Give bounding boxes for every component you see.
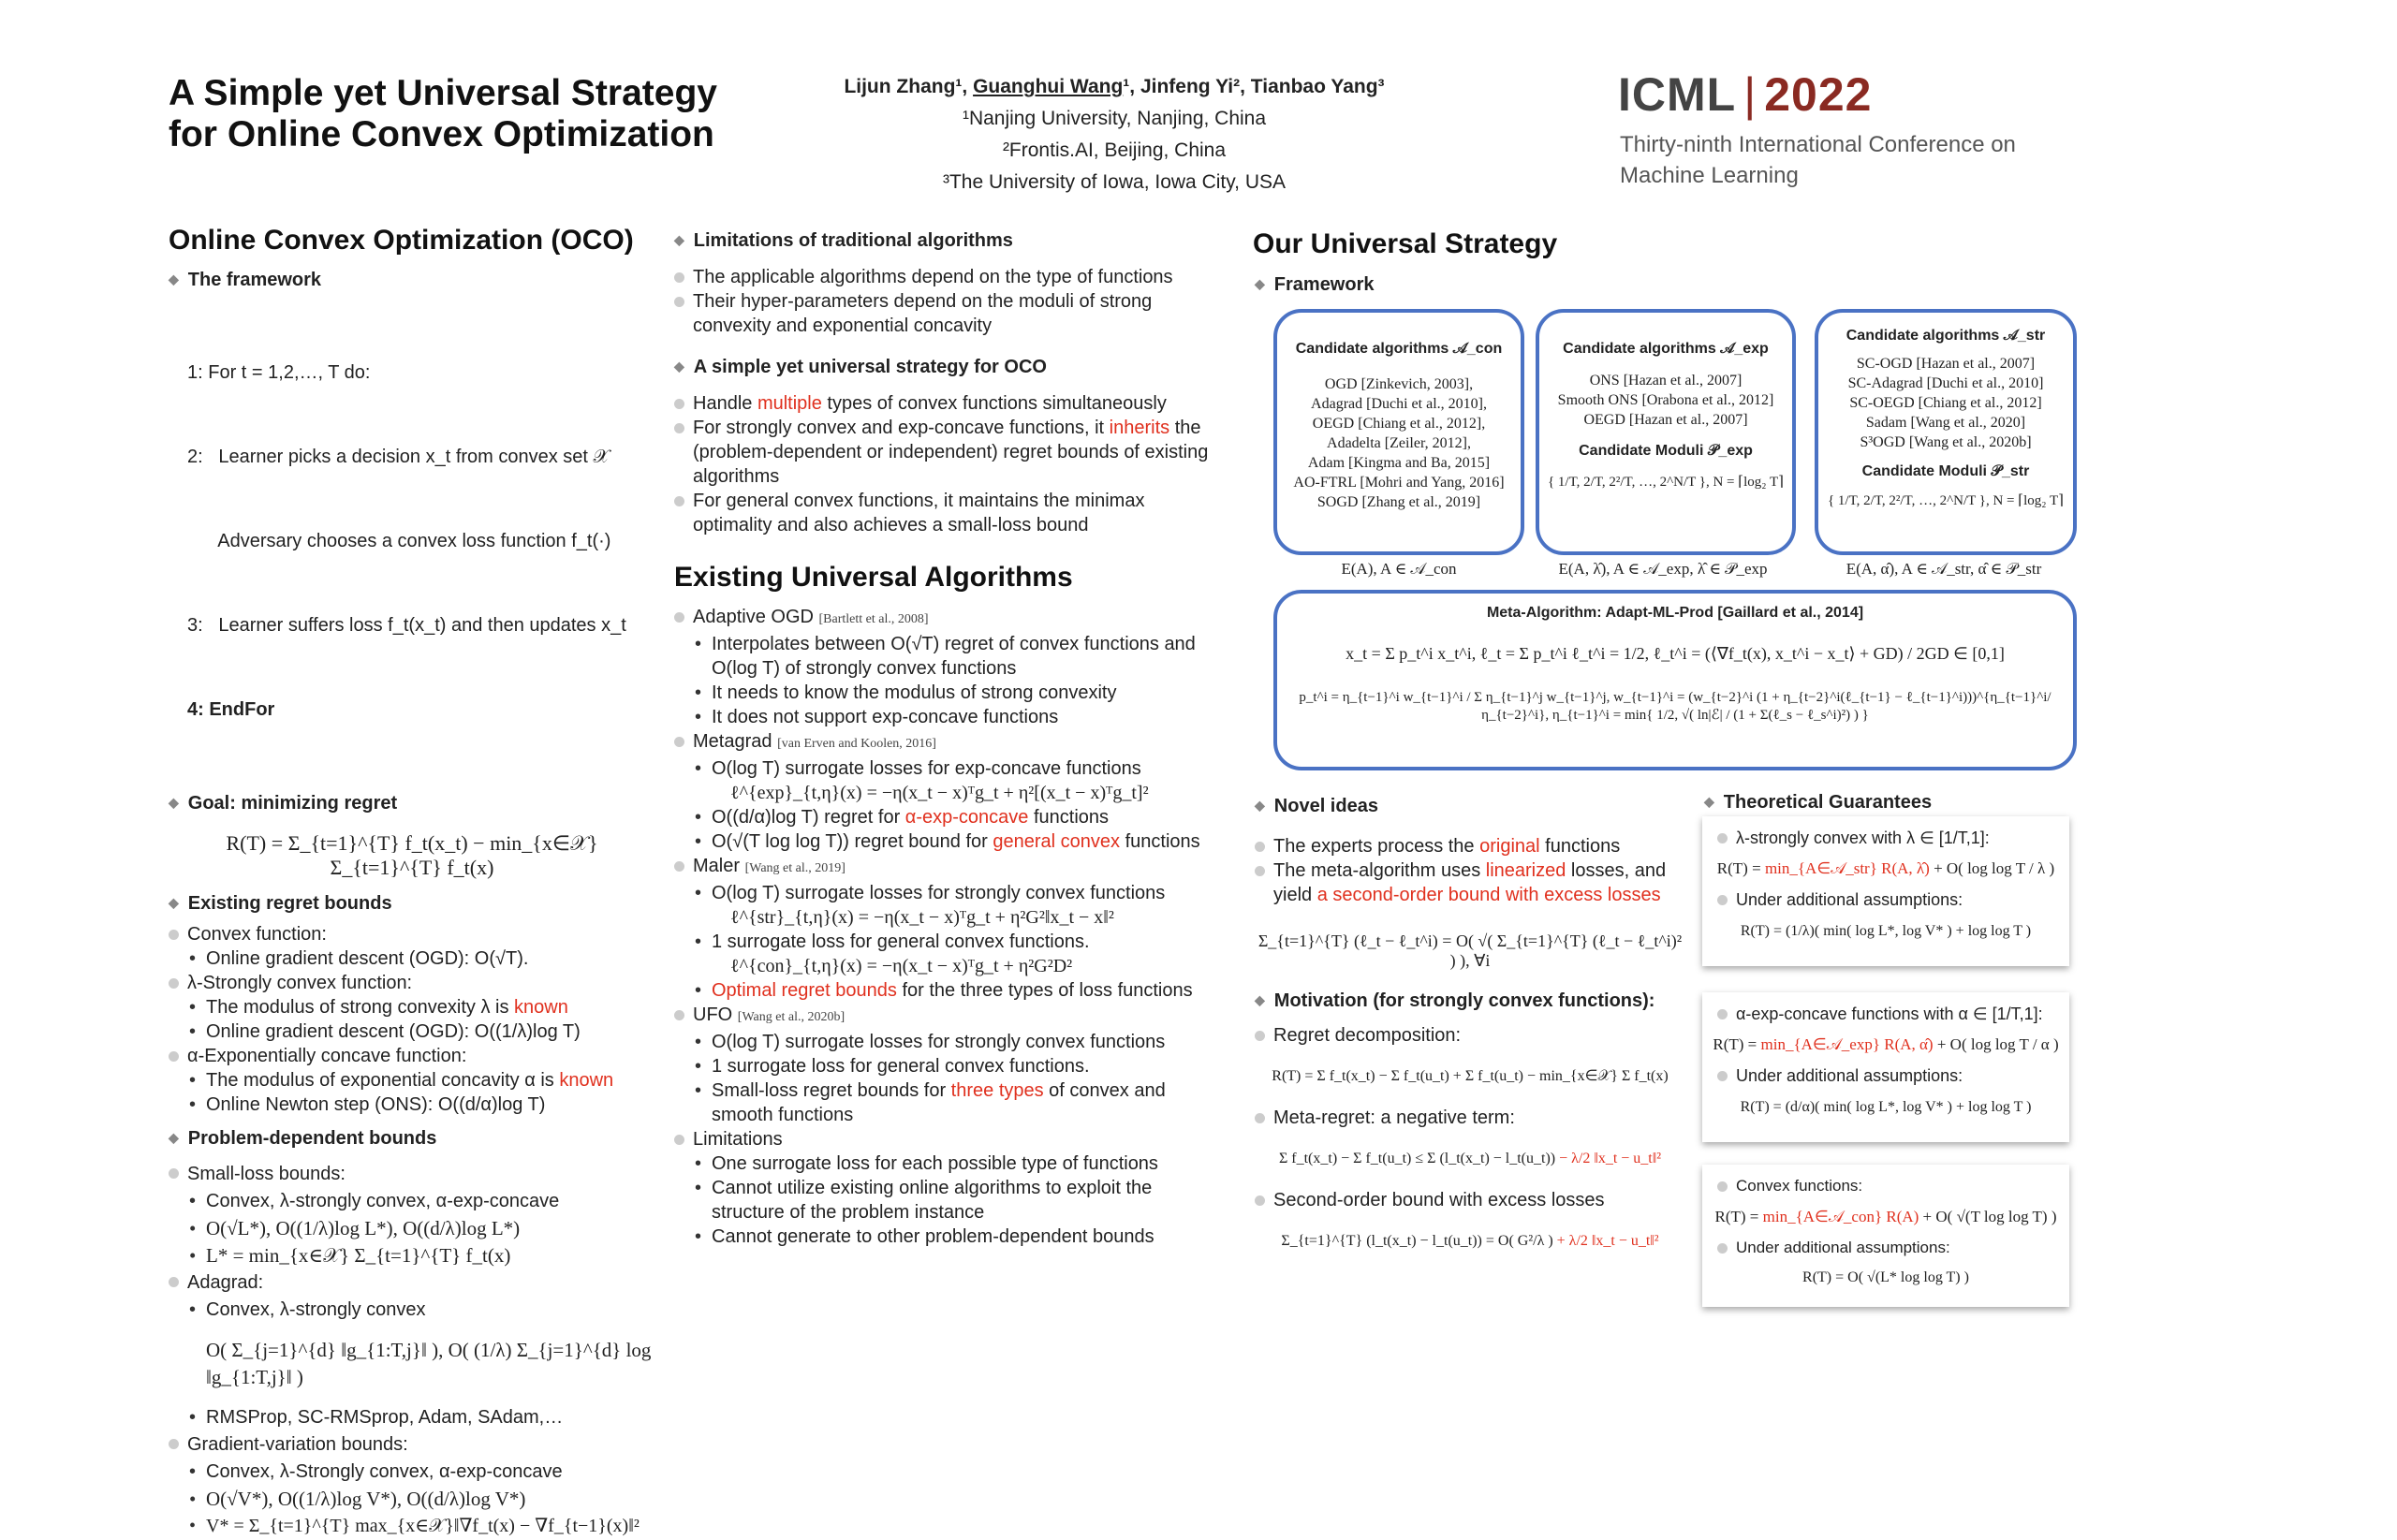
list-item: • One surrogate loss for each possible type of functions <box>693 1151 1227 1176</box>
list-item: Adagrad: <box>169 1269 655 1297</box>
moduli-title: Candidate Moduli 𝒫_exp <box>1579 443 1753 459</box>
limitations-title: ◆ Limitations of traditional algorithms <box>674 230 1227 252</box>
framework-title: ◆ The framework <box>169 270 655 291</box>
column-oco <box>169 225 655 1540</box>
theory-formula-1: R(T) = min_{A∈𝒜_str} R(A, λ̂) + O( log log T / λ ) <box>1716 859 2055 877</box>
meta-formula-1: x_t = Σ p_t^i x_t^i, ℓ_t = Σ p_t^i ℓ_t^i = 1/2, ℓ_t^i = (⟨∇f_t(x), x_t^i − x_t⟩ + GD) / 2GD ∈ [0,1] <box>1346 644 2005 663</box>
list-item: • Cannot utilize existing online algorithms to exploit the structure of the problem instance <box>693 1176 1227 1225</box>
theory-title: ◆ Theoretical Guarantees <box>1704 792 1932 814</box>
list-item: Maler [Wang et al., 2019] <box>674 854 1227 881</box>
list-item: • Interpolates between O(√T) regret of convex functions and O(log T) of strongly convex functions <box>693 632 1227 681</box>
list-item: Gradient-variation bounds: <box>169 1431 655 1459</box>
list-item: • RMSProp, SC-RMSprop, Adam, SAdam,… <box>187 1404 655 1431</box>
list-item: • Online gradient descent (OGD): O(√T). <box>187 946 655 971</box>
list-item: • Small-loss regret bounds for three types of convex and smooth functions <box>693 1078 1227 1127</box>
novel-ideas-title: ◆ Novel ideas <box>1255 796 1685 817</box>
expert-label-str: E(A, α̂), A ∈ 𝒜_str, α̂ ∈ 𝒫_str <box>1846 560 2042 578</box>
theory-sub: Under additional assumptions: <box>1717 887 2069 912</box>
theory-sub: Under additional assumptions: <box>1717 1236 2069 1260</box>
list-item: • O(√L*), O((1/λ)log L*), O((d/λ)log L*) <box>187 1215 655 1242</box>
list-item: • The modulus of exponential concavity α is known <box>187 1068 655 1093</box>
list-item: • 1 surrogate loss for general convex functions. <box>693 1054 1227 1078</box>
paper-title <box>169 73 717 155</box>
list-item: The experts process the original functions <box>1255 834 1685 858</box>
adagrad-formula: O( Σ_{j=1}^{d} ‖g_{1:T,j}‖ ), O( (1/λ) Σ_{j=1}^{d} log ‖g_{1:T,j}‖ ) <box>206 1339 652 1388</box>
list-item: Regret decomposition: <box>1255 1023 1685 1048</box>
expert-label-exp: E(A, λ̂), A ∈ 𝒜_exp, λ̂ ∈ 𝒫_exp <box>1558 560 1768 578</box>
list-item: • It needs to know the modulus of strong convexity <box>693 681 1227 705</box>
theory-strongly-convex <box>1702 816 2069 966</box>
meta-regret-formula: Σ f_t(x_t) − Σ f_t(u_t) ≤ Σ (l_t(x_t) − l_t(u_t)) − λ/2 ‖x_t − u_t‖² <box>1278 1151 1662 1166</box>
goal-title: ◆ Goal: minimizing regret <box>169 793 655 814</box>
simple-strategy-title: ◆ A simple yet universal strategy for OCO <box>674 357 1227 378</box>
second-order-formula: Σ_{t=1}^{T} (ℓ_t − ℓ_t^i) = O( √( Σ_{t=1}^{T} (ℓ_t − ℓ_t^i)² ) ), ∀i <box>1257 931 1683 970</box>
expert-label-convex: E(A), A ∈ 𝒜_con <box>1341 560 1457 578</box>
conference-name: Thirty-ninth International Conference on Machine Learning <box>1620 132 2016 188</box>
simple-strategy-list <box>674 391 1227 537</box>
excess-loss-formula: Σ_{t=1}^{T} (l_t(x_t) − l_t(u_t)) = O( G²/λ ) + λ/2 ‖x_t − u_t‖² <box>1281 1233 1659 1249</box>
candidate-list: ONS [Hazan et al., 2007] Smooth ONS [Orabona et al., 2012] OEGD [Hazan et al., 2007] <box>1557 373 1774 428</box>
list-item: α-Exponentially concave function: <box>169 1044 655 1068</box>
list-item: • O(√(T log log T)) regret bound for general convex functions <box>693 829 1227 854</box>
list-item: Meta-regret: a negative term: <box>1255 1106 1685 1130</box>
list-item: UFO [Wang et al., 2020b] <box>674 1003 1227 1030</box>
list-item: Adaptive OGD [Bartlett et al., 2008] <box>674 605 1227 632</box>
novel-ideas-block <box>1255 796 1685 971</box>
list-item: • Optimal regret bounds for the three types of loss functions <box>693 978 1227 1003</box>
existing-bounds-list <box>169 922 655 1117</box>
motivation-list <box>1255 1023 1685 1254</box>
list-item: • Convex, λ-strongly convex <box>187 1297 655 1324</box>
candidate-box-exp <box>1536 309 1796 555</box>
candidate-box-str <box>1815 309 2077 555</box>
candidate-list: OGD [Zinkevich, 2003], Adagrad [Duchi et al., 2010], OEGD [Chiang et al., 2012], Adadelta [Zeiler, 2012], Adam [Kingma and Ba, 2015] AO-FTRL [Mohri and Yang, 2016] SOGD [Zhang et al., 2019] <box>1293 376 1505 510</box>
list-item: • Online Newton step (ONS): O((d/α)log T) <box>187 1093 655 1117</box>
list-item: • Convex, λ-strongly convex, α-exp-concave <box>187 1188 655 1215</box>
conference-logo: ICML | 2022 <box>1618 68 1873 121</box>
affiliation-3: ³The University of Iowa, Iowa City, USA <box>942 171 1287 193</box>
column-existing <box>674 230 1227 1249</box>
list-item: Handle multiple types of convex functions simultaneously <box>674 391 1227 416</box>
theory-formula-1: R(T) = min_{A∈𝒜_exp} R(A, α̂) + O( log log T / α ) <box>1713 1035 2059 1053</box>
existing-algorithms-list <box>674 605 1227 1249</box>
problem-dependent-list <box>169 1161 655 1540</box>
candidate-title: Candidate algorithms 𝒜_str <box>1846 328 2046 344</box>
maler-con-formula: ℓ^{con}_{t,η}(x) = −η(x_t − x)ᵀg_t + η²G²D² <box>730 956 1073 976</box>
list-item: • The modulus of strong convexity λ is known <box>187 995 655 1019</box>
meta-formula-2: p_t^i = η_{t−1}^i w_{t−1}^i / Σ η_{t−1}^j w_{t−1}^j, w_{t−1}^i = (w_{t−2}^i (1 + η_{t−2}^i(ℓ_{t−1} − ℓ_{t−1}^i)))^{η_{t−1}^i/η_{t−2}^i}, η_{t−1}^i = min{ 1/2, √( ln|ℰ| / (1 + Σ(ℓ_s − ℓ_s^i)²) ) } <box>1299 690 2051 723</box>
list-item: Second-order bound with excess losses <box>1255 1188 1685 1212</box>
section-heading-existing: Existing Universal Algorithms <box>674 562 1073 593</box>
list-item: For strongly convex and exp-concave functions, it inherits the (problem-dependent or independent) regret bounds of existing algorithms <box>674 416 1227 489</box>
problem-dependent-title: ◆ Problem-dependent bounds <box>169 1128 655 1150</box>
title-line-1: A Simple yet Universal Strategy <box>169 73 717 113</box>
motivation-block <box>1255 990 1685 1254</box>
candidate-list: SC-OGD [Hazan et al., 2007] SC-Adagrad [Duchi et al., 2010] SC-OEGD [Chiang et al., 2012] Sadam [Wang et al., 2020] S³OGD [Wang et al., 2020b] <box>1847 356 2044 450</box>
motivation-title: ◆ Motivation (for strongly convex functions): <box>1255 990 1685 1012</box>
theory-head: Convex functions: <box>1717 1174 2069 1198</box>
moduli-title: Candidate Moduli 𝒫_str <box>1861 463 2030 479</box>
theory-formula-1: R(T) = min_{A∈𝒜_con} R(A) + O( √(T log log T) ) <box>1714 1208 2057 1225</box>
list-item: • O(log T) surrogate losses for exp-concave functions <box>693 756 1227 781</box>
list-item: • Cannot generate to other problem-dependent bounds <box>693 1225 1227 1249</box>
limitations-list <box>674 265 1227 338</box>
list-item: Convex function: <box>169 922 655 946</box>
meta-title: Meta-Algorithm: Adapt-ML-Prod [Gaillard et al., 2014] <box>1486 605 1864 621</box>
theory-formula-2: R(T) = O( √(L* log log T) ) <box>1802 1269 1969 1285</box>
list-item: Their hyper-parameters depend on the moduli of strong convexity and exponential concavity <box>674 289 1227 338</box>
meta-algorithm-box <box>1273 590 2077 770</box>
list-item: • O((d/α)log T) regret for α-exp-concave functions <box>693 805 1227 829</box>
theory-sub: Under additional assumptions: <box>1717 1063 2069 1088</box>
maler-str-formula: ℓ^{str}_{t,η}(x) = −η(x_t − x)ᵀg_t + η²G²‖x_t − x‖² <box>730 907 1114 928</box>
theory-formula-2: R(T) = (1/λ)( min( log L*, log V* ) + log log T ) <box>1740 923 2032 939</box>
section-heading-oco: Online Convex Optimization (OCO) <box>169 225 634 256</box>
authors-block <box>777 71 1451 198</box>
candidate-title: Candidate algorithms 𝒜_con <box>1295 341 1503 357</box>
novel-ideas-list <box>1255 834 1685 907</box>
list-item: For general convex functions, it maintains the minimax optimality and also achieves a small-loss bound <box>674 489 1227 537</box>
affiliation-2: ²Frontis.AI, Beijing, China <box>1002 139 1227 161</box>
list-item: Metagrad [van Erven and Koolen, 2016] <box>674 729 1227 756</box>
list-item: • O(√V*), O((1/λ)log V*), O((d/λ)log V*) <box>187 1486 655 1513</box>
list-item: The applicable algorithms depend on the type of functions <box>674 265 1227 289</box>
author-names: Lijun Zhang¹, Guanghui Wang¹, Jinfeng Yi², Tianbao Yang³ <box>844 76 1385 97</box>
moduli-set: { 1/T, 2/T, 2²/T, …, 2^N/T }, N = ⌈log₂ T⌉ <box>1827 493 2064 508</box>
list-item: • 1 surrogate loss for general convex functions. <box>693 930 1227 954</box>
list-item: Small-loss bounds: <box>169 1161 655 1188</box>
list-item: The meta-algorithm uses linearized losses, and yield a second-order bound with excess losses <box>1255 858 1685 907</box>
section-heading-ours: Our Universal Strategy <box>1253 228 1558 259</box>
list-item: • Online gradient descent (OGD): O((1/λ)log T) <box>187 1019 655 1044</box>
list-item: • L* = min_{x∈𝒳} Σ_{t=1}^{T} f_t(x) <box>187 1242 655 1269</box>
list-item: • V* = Σ_{t=1}^{T} max_{x∈𝒳}‖∇f_t(x) − ∇f_{t−1}(x)‖² <box>187 1513 655 1540</box>
moduli-set: { 1/T, 2/T, 2²/T, …, 2^N/T }, N = ⌈log₂ T⌉ <box>1547 475 1784 490</box>
regret-decomposition-formula: R(T) = Σ f_t(x_t) − Σ f_t(u_t) + Σ f_t(u_t) − min_{x∈𝒳} Σ f_t(x) <box>1272 1068 1669 1084</box>
theory-convex <box>1702 1165 2069 1307</box>
candidate-title: Candidate algorithms 𝒜_exp <box>1563 341 1769 357</box>
candidate-box-convex <box>1273 309 1524 555</box>
affiliation-1: ¹Nanjing University, Nanjing, China <box>962 108 1267 129</box>
existing-bounds-title: ◆ Existing regret bounds <box>169 893 655 915</box>
list-item: • O(log T) surrogate losses for strongly convex functions <box>693 881 1227 905</box>
theory-head: α-exp-concave functions with α ∈ [1/T,1]: <box>1717 1002 2069 1026</box>
oco-algorithm: 1: For t = 1,2,…, T do: 2: Learner picks a decision x_t from convex set 𝒳 Adversary chooses a convex loss function f_t(·) 3: Learner suffers loss f_t(x_t) and then updates x_t 4: EndFor <box>187 362 626 720</box>
list-item: Limitations <box>674 1127 1227 1151</box>
theory-exp-concave <box>1702 992 2069 1142</box>
list-item: • O(log T) surrogate losses for strongly convex functions <box>693 1030 1227 1054</box>
theory-head: λ-strongly convex with λ ∈ [1/T,1]: <box>1717 826 2069 850</box>
title-line-2: for Online Convex Optimization <box>169 114 714 154</box>
framework-title-ours: ◆ Framework <box>1255 274 1375 296</box>
regret-formula: R(T) = Σ_{t=1}^{T} f_t(x_t) − min_{x∈𝒳} Σ_{t=1}^{T} f_t(x) <box>226 831 598 879</box>
list-item: λ-Strongly convex function: <box>169 971 655 995</box>
metagrad-surrogate-formula: ℓ^{exp}_{t,η}(x) = −η(x_t − x)ᵀg_t + η²[(x_t − x)ᵀg_t]² <box>730 783 1149 803</box>
list-item: • Convex, λ-Strongly convex, α-exp-concave <box>187 1459 655 1486</box>
theory-formula-2: R(T) = (d/α)( min( log L*, log V* ) + log log T ) <box>1740 1099 2032 1115</box>
presenting-author: Guanghui Wang <box>973 76 1124 97</box>
list-item: • It does not support exp-concave functions <box>693 705 1227 729</box>
